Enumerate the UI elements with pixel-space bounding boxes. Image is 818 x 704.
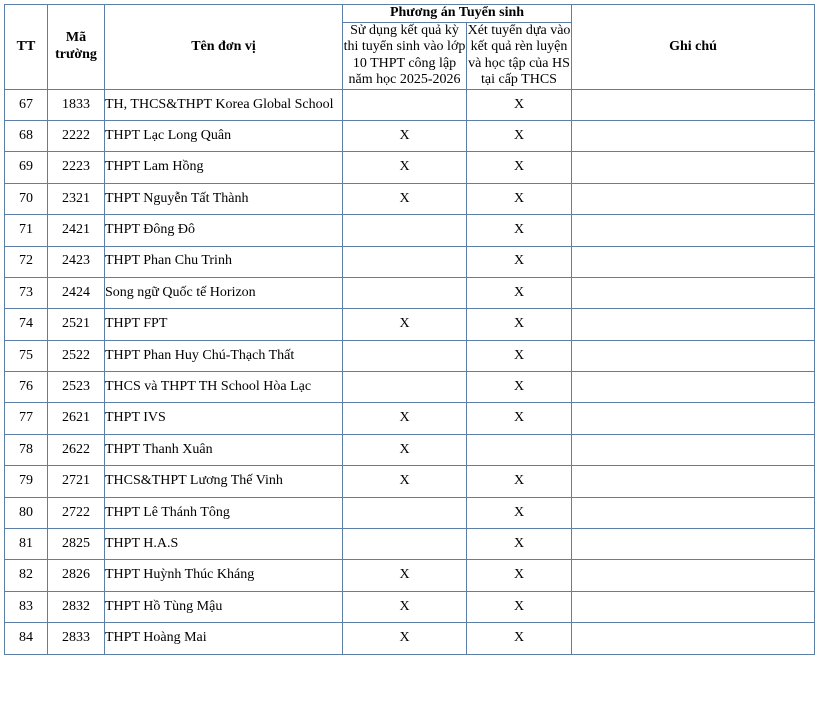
cell-phuong-an-2: X [467, 340, 572, 371]
cell-phuong-an-2: X [467, 466, 572, 497]
column-header-ten-don-vi: Tên đơn vị [105, 5, 343, 90]
cell-phuong-an-2: X [467, 277, 572, 308]
cell-phuong-an-1 [343, 277, 467, 308]
table-row [5, 246, 815, 277]
cell-phuong-an-1: X [343, 434, 467, 465]
cell-ghi-chu [572, 309, 815, 340]
cell-ma-truong: 2321 [48, 183, 105, 214]
cell-ghi-chu [572, 340, 815, 371]
cell-phuong-an-1: X [343, 183, 467, 214]
cell-tt: 70 [5, 183, 48, 214]
cell-phuong-an-1 [343, 497, 467, 528]
table-body [5, 89, 815, 654]
cell-ghi-chu [572, 183, 815, 214]
cell-phuong-an-1: X [343, 120, 467, 151]
column-header-phuong-an-2: Xét tuyển dựa vào kết quả rèn luyện và học tập của HS tại cấp THCS [467, 22, 572, 89]
cell-ghi-chu [572, 277, 815, 308]
table-row [5, 152, 815, 183]
cell-ten-don-vi: THPT Phan Huy Chú-Thạch Thất [105, 340, 343, 371]
cell-ten-don-vi: THPT Lam Hồng [105, 152, 343, 183]
cell-ma-truong: 1833 [48, 89, 105, 120]
table-row [5, 183, 815, 214]
cell-tt: 68 [5, 120, 48, 151]
cell-phuong-an-2: X [467, 152, 572, 183]
cell-phuong-an-2: X [467, 89, 572, 120]
cell-ten-don-vi: THPT Hồ Tùng Mậu [105, 591, 343, 622]
cell-ma-truong: 2522 [48, 340, 105, 371]
cell-tt: 83 [5, 591, 48, 622]
cell-ghi-chu [572, 560, 815, 591]
cell-ghi-chu [572, 120, 815, 151]
cell-phuong-an-1: X [343, 466, 467, 497]
admissions-table [4, 4, 815, 655]
table-header [5, 5, 815, 90]
table-row [5, 591, 815, 622]
cell-ma-truong: 2622 [48, 434, 105, 465]
cell-ten-don-vi: THPT FPT [105, 309, 343, 340]
cell-phuong-an-1: X [343, 309, 467, 340]
cell-phuong-an-2: X [467, 529, 572, 560]
cell-ma-truong: 2825 [48, 529, 105, 560]
cell-phuong-an-2: X [467, 403, 572, 434]
cell-phuong-an-1 [343, 340, 467, 371]
cell-phuong-an-1 [343, 246, 467, 277]
cell-ma-truong: 2423 [48, 246, 105, 277]
cell-phuong-an-2: X [467, 309, 572, 340]
cell-ten-don-vi: THPT Lạc Long Quân [105, 120, 343, 151]
cell-ma-truong: 2421 [48, 215, 105, 246]
cell-ghi-chu [572, 466, 815, 497]
cell-ten-don-vi: THPT IVS [105, 403, 343, 434]
cell-ma-truong: 2521 [48, 309, 105, 340]
cell-phuong-an-1: X [343, 152, 467, 183]
cell-ghi-chu [572, 403, 815, 434]
cell-tt: 75 [5, 340, 48, 371]
cell-ghi-chu [572, 152, 815, 183]
table-row [5, 372, 815, 403]
cell-tt: 69 [5, 152, 48, 183]
column-header-ma-truong: Mã trường [48, 5, 105, 90]
cell-ten-don-vi: THPT Hoàng Mai [105, 623, 343, 654]
table-row [5, 497, 815, 528]
column-header-ghi-chu: Ghi chú [572, 5, 815, 90]
cell-phuong-an-2 [467, 434, 572, 465]
cell-tt: 79 [5, 466, 48, 497]
cell-phuong-an-1 [343, 215, 467, 246]
cell-ma-truong: 2833 [48, 623, 105, 654]
cell-phuong-an-2: X [467, 497, 572, 528]
cell-ma-truong: 2222 [48, 120, 105, 151]
cell-ma-truong: 2621 [48, 403, 105, 434]
column-header-tt: TT [5, 5, 48, 90]
cell-phuong-an-2: X [467, 183, 572, 214]
cell-phuong-an-2: X [467, 246, 572, 277]
cell-phuong-an-2: X [467, 623, 572, 654]
cell-phuong-an-1: X [343, 560, 467, 591]
cell-phuong-an-1: X [343, 623, 467, 654]
cell-tt: 74 [5, 309, 48, 340]
cell-ghi-chu [572, 623, 815, 654]
cell-phuong-an-2: X [467, 372, 572, 403]
table-row [5, 340, 815, 371]
cell-ten-don-vi: THPT Phan Chu Trinh [105, 246, 343, 277]
cell-phuong-an-2: X [467, 591, 572, 622]
table-row [5, 623, 815, 654]
cell-phuong-an-1 [343, 372, 467, 403]
cell-ghi-chu [572, 434, 815, 465]
cell-tt: 84 [5, 623, 48, 654]
cell-ma-truong: 2721 [48, 466, 105, 497]
table-row [5, 529, 815, 560]
table-row [5, 89, 815, 120]
cell-ten-don-vi: THPT Thanh Xuân [105, 434, 343, 465]
cell-tt: 81 [5, 529, 48, 560]
cell-ghi-chu [572, 497, 815, 528]
cell-ma-truong: 2826 [48, 560, 105, 591]
column-header-phuong-an-1: Sử dụng kết quả kỳ thi tuyển sinh vào lớp 10 THPT công lập năm học 2025-2026 [343, 22, 467, 89]
table-row [5, 120, 815, 151]
cell-ma-truong: 2223 [48, 152, 105, 183]
cell-ghi-chu [572, 89, 815, 120]
table-row [5, 215, 815, 246]
header-row-group [5, 5, 815, 23]
column-header-phuong-an-tuyen-sinh: Phương án Tuyển sinh [343, 5, 572, 23]
cell-ten-don-vi: TH, THCS&THPT Korea Global School [105, 89, 343, 120]
table-row [5, 403, 815, 434]
cell-tt: 77 [5, 403, 48, 434]
cell-ten-don-vi: Song ngữ Quốc tế Horizon [105, 277, 343, 308]
cell-tt: 80 [5, 497, 48, 528]
cell-ghi-chu [572, 529, 815, 560]
cell-tt: 72 [5, 246, 48, 277]
cell-ten-don-vi: THPT Huỳnh Thúc Kháng [105, 560, 343, 591]
cell-tt: 76 [5, 372, 48, 403]
cell-ma-truong: 2523 [48, 372, 105, 403]
cell-ten-don-vi: THCS và THPT TH School Hòa Lạc [105, 372, 343, 403]
cell-phuong-an-1 [343, 89, 467, 120]
table-row [5, 309, 815, 340]
cell-tt: 73 [5, 277, 48, 308]
cell-ten-don-vi: THCS&THPT Lương Thế Vinh [105, 466, 343, 497]
cell-phuong-an-1: X [343, 591, 467, 622]
cell-phuong-an-2: X [467, 215, 572, 246]
cell-ghi-chu [572, 215, 815, 246]
cell-phuong-an-1 [343, 529, 467, 560]
cell-phuong-an-1: X [343, 403, 467, 434]
cell-ghi-chu [572, 372, 815, 403]
cell-ten-don-vi: THPT H.A.S [105, 529, 343, 560]
cell-ma-truong: 2722 [48, 497, 105, 528]
cell-ten-don-vi: THPT Đông Đô [105, 215, 343, 246]
table-row [5, 466, 815, 497]
table-row [5, 560, 815, 591]
cell-ten-don-vi: THPT Lê Thánh Tông [105, 497, 343, 528]
table-row [5, 434, 815, 465]
cell-ghi-chu [572, 246, 815, 277]
cell-tt: 67 [5, 89, 48, 120]
table-row [5, 277, 815, 308]
cell-tt: 78 [5, 434, 48, 465]
cell-ma-truong: 2832 [48, 591, 105, 622]
cell-ghi-chu [572, 591, 815, 622]
cell-phuong-an-2: X [467, 120, 572, 151]
cell-ma-truong: 2424 [48, 277, 105, 308]
cell-ten-don-vi: THPT Nguyễn Tất Thành [105, 183, 343, 214]
cell-tt: 71 [5, 215, 48, 246]
cell-tt: 82 [5, 560, 48, 591]
cell-phuong-an-2: X [467, 560, 572, 591]
